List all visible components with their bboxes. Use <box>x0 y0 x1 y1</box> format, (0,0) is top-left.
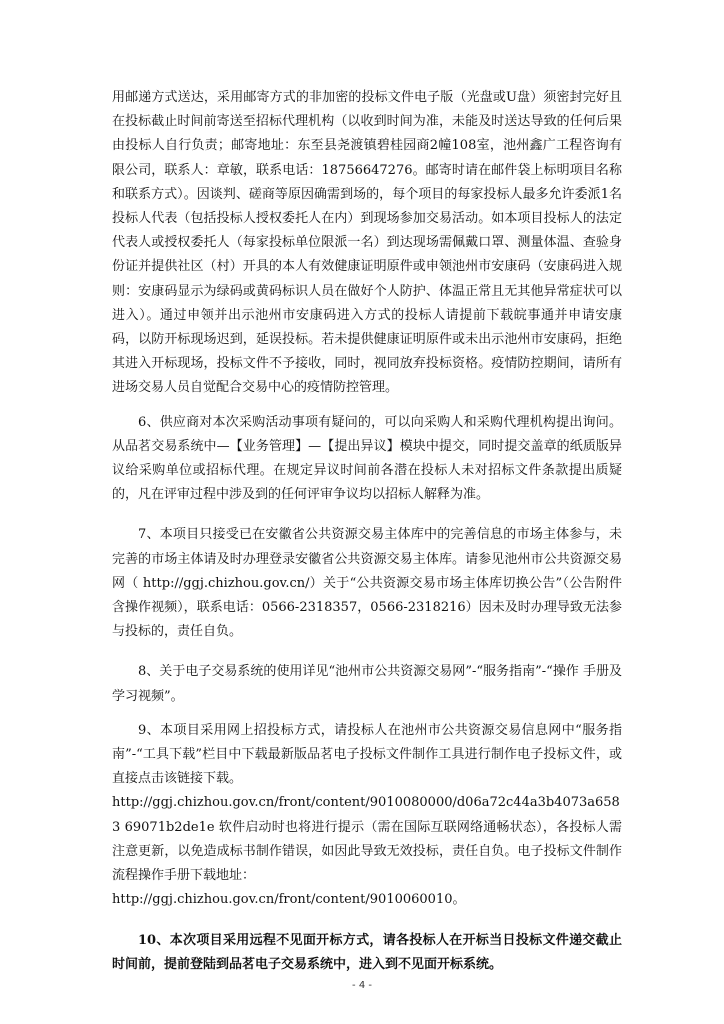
paragraph-10-remote-opening: 10、本次项目采用远程不见面开标方式，请各投标人在开标当日投标文件递交截止时间前，提前登陆到品茗电子交易系统中，进入到不见面开标系统。 <box>112 932 622 972</box>
page-number: - 4 - <box>352 980 372 991</box>
paragraph-9-manual-link[interactable]: http://ggj.chizhou.gov.cn/front/content/9010060010。 <box>112 892 466 908</box>
paragraph-7-entity-library: 7、本项目只接受已在安徽省公共资源交易主体库中的完善信息的市场主体参与，未完善的市场主体请及时办理登录安徽省公共资源交易主体库。请参见池州市公共资源交易网（ http://ggj.chizhou.gov.cn/）关于“公共资源交易市场主体库切换公告”（公告附件含操作视频），联系电话：0566-2318357，0566-2318216）因未及时办理导致无法参与投标的，责任自负。 <box>112 527 622 640</box>
paragraph-9-download-link[interactable]: http://ggj.chizhou.gov.cn/front/content/9010080000/d06a72c44a3b4073a6583 69071b2de1e 软件启动时也将进行提示（需在国际互联网络通畅状态），各投标人需注意更新，以免造成标书制作错误，如因此导致无效投标，责任自负。电子投标文件制作流程操作手册下载地址： <box>112 795 622 884</box>
paragraph-9-online-bidding: 9、本项目采用网上招投标方式，请投标人在池州市公共资源交易信息网中“服务指南”-“工具下载”栏目中下载最新版品茗电子投标文件制作工具进行制作电子投标文件，或直接点击该链接下载。 <box>112 722 622 787</box>
paragraph-6-inquiry: 6、供应商对本次采购活动事项有疑问的，可以向采购人和采购代理机构提出询问。从品茗交易系统中—【业务管理】—【提出异议】模块中提交，同时提交盖章的纸质版异议给采购单位或招标代理。在规定异议时间前各潜在投标人未对招标文件条款提出质疑的，凡在评审过程中涉及到的任何评审争议均以招标人解释为准。 <box>112 414 622 503</box>
page-body <box>112 86 622 977</box>
paragraph-8-system-guide: 8、关于电子交易系统的使用详见“池州市公共资源交易网”-“服务指南”-“操作 手册及学习视频”。 <box>112 664 622 704</box>
paragraph-delivery-and-epidemic: 用邮递方式送达，采用邮寄方式的非加密的投标文件电子版（光盘或U盘）须密封完好且在投标截止时间前寄送至招标代理机构（以收到时间为准，未能及时送达导致的任何后果由投标人自行负责；邮寄地址：东至县尧渡镇碧桂园商2幢108室，池州鑫广工程咨询有限公司，联系人：章敏，联系电话：18756647276。邮寄时请在邮件袋上标明项目名称和联系方式）。因谈判、磋商等原因确需到场的，每个项目的每家投标人最多允许委派1名投标人代表（包括投标人授权委托人在内）到现场参加交易活动。如本项目投标人的法定代表人或授权委托人（每家投标单位限派一名）到达现场需佩戴口罩、测量体温、查验身份证并提供社区（村）开具的本人有效健康证明原件或申领池州市安康码（安康码进入规则：安康码显示为绿码或黄码标识人员在做好个人防护、体温正常且无其他异常症状可以进入）。通过申领并出示池州市安康码进入方式的投标人请提前下载皖事通并申请安康码，以防开标现场迟到，延误投标。若未提供健康证明原件或未出示池州市安康码，拒绝其进入开标现场，投标文件不予接收，同时，视同放弃投标资格。疫情防控期间，请所有进场交易人员自觉配合交易中心的疫情防控管理。 <box>112 90 622 396</box>
